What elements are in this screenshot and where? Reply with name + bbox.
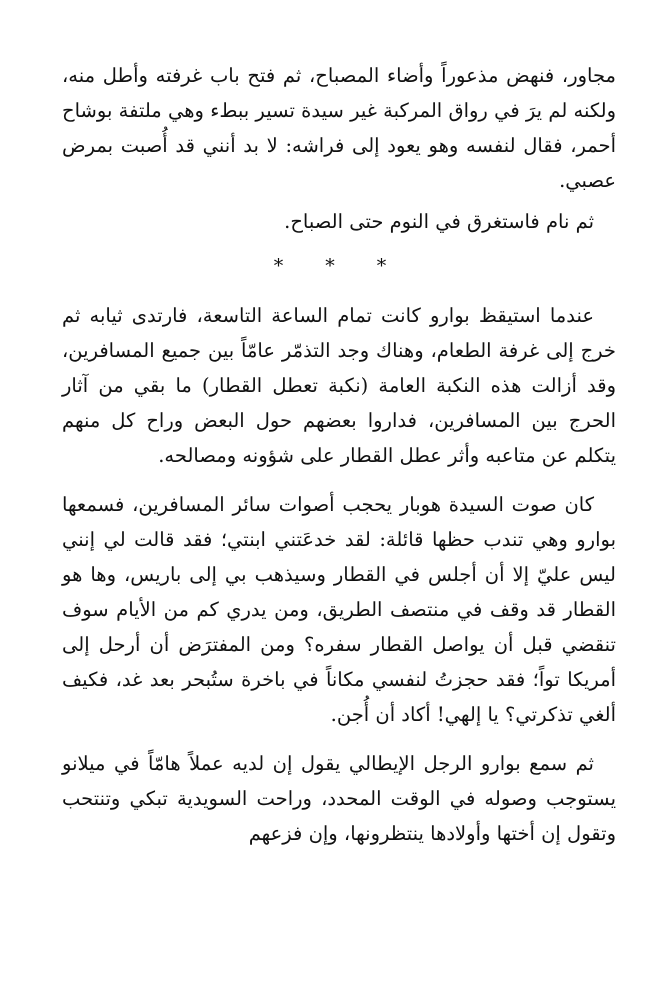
paragraph-5: ثم سمع بوارو الرجل الإيطالي يقول إن لديه عملاً هامّاً في ميلانو يستوجب وصوله في الوقت المحدد، وراحت السويدية تبكي وتنتحب وتقول إن أختها وأولادها ينتظرونها، وإن فزعهم — [62, 752, 616, 845]
book-page — [62, 58, 616, 851]
section-separator: * * * — [273, 255, 405, 277]
paragraph-4: كان صوت السيدة هوبار يحجب أصوات سائر المسافرين، فسمعها بوارو وهي تندب حظها قائلة: لقد خدعَتني ابنتي؛ فقد قالت لي إنني ليس عليّ إلا أن أجلس في القطار وسيذهب بي إلى باريس، وها هو القطار قد وقف في منتصف الطريق، ومن يدري كم من الأيام سوف تنقضي قبل أن يواصل القطار سفره؟ ومن المفترَض أن أرحل إلى أمريكا تواً؛ فقد حجزتُ لنفسي مكاناً في باخرة ستُبحر بعد غد، فكيف ألغي تذكرتي؟ يا إلهي! أكاد أن أُجن. — [62, 493, 616, 726]
paragraph-2: ثم نام فاستغرق في النوم حتى الصباح. — [284, 210, 594, 233]
paragraph-1: مجاور، فنهض مذعوراً وأضاء المصباح، ثم فتح باب غرفته وأطل منه، ولكنه لم يرَ في رواق المركبة غير سيدة تسير ببطء وهي ملتفة بوشاح أحمر، فقال لنفسه وهو يعود إلى فراشه: لا بد أنني قد أُصبت بمرض عصبي. — [62, 64, 616, 192]
paragraph-3: عندما استيقظ بوارو كانت تمام الساعة التاسعة، فارتدى ثيابه ثم خرج إلى غرفة الطعام، وهناك وجد التذمّر عامّاً بين جميع المسافرين، وقد أزالت هذه النكبة العامة (نكبة تعطل القطار) ما بقي من آثار الحرج بين المسافرين، فداروا بعضهم حول البعض وراح كل منهم يتكلم عن متاعبه وأثر عطل القطار على شؤونه ومصالحه. — [62, 304, 616, 467]
